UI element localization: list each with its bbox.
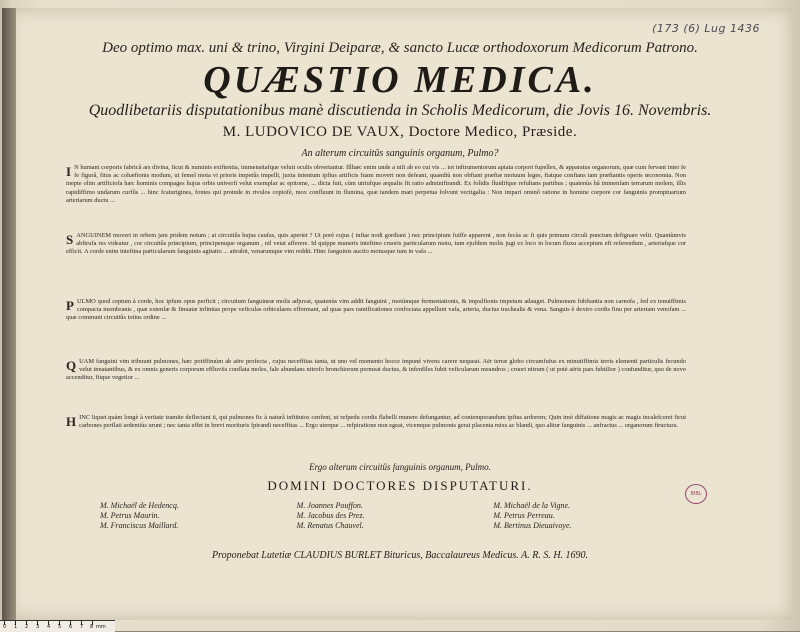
document-title: QUÆSTIO MEDICA. (203, 59, 597, 101)
paragraph-text: ULMO quod ceptum à corde, hoc ipfum opus perficit ; circuitum fanguineæ molis adjuvat, quatenùs vim addit fanguini , motúmque fermentationis, & impulfionis impetum adauget. Pulmonum fubftantia non carnofa , fed ex tenuiffimis compacta membranis , quæ extenfæ & finuatæ infinitas prope veficulas orbiculares efformant, ad quas pars ramificationes confociata appellunt vafa, arteria, ductus trachealis & vena. Sanguis è dextro cordis finu per arteriam venofam ... quæ communi circuitûs totius ordine ... (66, 298, 686, 322)
proponent-line: Proponebat Lutetiæ CLAUDIUS BURLET Bituricus, Baccalaureus Medicus. A. R. S. H. 1690. (211, 550, 589, 561)
doctor-name: M. Joannes Pouffon. (296, 501, 363, 510)
doctor-name: M. Petrus Maurin. (100, 511, 160, 520)
doctors-heading: DOMINI DOCTORES DISPUTATURI. (267, 478, 533, 493)
paragraph-5 (66, 414, 686, 430)
handwritten-annotation: (173 (6) Lug 1436 (652, 22, 760, 35)
doctor-name: M. Petrus Perreau. (493, 511, 555, 520)
ruler-number: 8 (90, 624, 94, 630)
drop-cap: S (66, 232, 74, 247)
paragraph-text: UAM fanguini vim tribuunt pulmones, hæc potiffimùm ab aëre profecta , cujus neceffitas tanta, ut uno vel momento hocce impunè vivens carere nequeat. Aër terræ globo circumfufus ex minutiffimis terris elementi particulis fecundo velut innatantibus, & ex omnis generis corporum effluviis conflata moles, fale abundans nitrofo bronchiorum permeat ductus, & infenfiles fubit veficularum meandros ; cruori nitrum ( ut potè aëris pars fubtilior ) confunditur, quo de novo accenditur, fitque vegetior ... (66, 358, 686, 382)
document-subtitle: Quodlibetariis disputationibus manè discutienda in Scholis Medicorum, die Jovis 16. Novembris. (88, 102, 712, 119)
ruler-number: 0 (3, 624, 7, 630)
paragraph-text: N humani corporis fabricâ ars divina, ficut & numinis exiftentia, immensitafque veluti oculis obvertantur. Illhæc enim unde a nifi ab eo cui vis ... tot inftrumentorum aptata corpori fupellex, & apparatus organorum, quæ cum fervant inter fe fe figurâ, fitus ac cohæfionis modum, ut femel mota vi prioris impetûs impelli, juxta intentum ipfius artificis fuam moveri non defeant, quandiù non obftant præftæ motuum leges, ftatque conftans tam præftantis operis œconomia. Non inepte olim artificiofa hæc hominis compages hujus orbis univerfi velut exemplar ac epitome, ... dicta fuit, cùm utriufque æqualis fit ratio adminiftrandi. Ex folidis fluidifque refultans partibus ; quatenùs hâ immenfam terrarum molem, illis rapidiffimo undarum curfûs ... hinc fcaturigines, fontes qui proinde in rivulos copiofè, mox confluunt in flumina, quæ tandem mari perpetua folvunt vectigalia : Non impari ominô ratione in homine corpore cor fanguinis promptuarium arteriarum ductu ... (66, 164, 686, 204)
paragraph-4 (66, 358, 686, 383)
ruler-number: 5 (58, 624, 62, 630)
measurement-ruler (0, 620, 115, 632)
doctor-name: M. Bertinus Dieuaivoye. (493, 521, 572, 530)
ruler-number: 3 (36, 624, 40, 630)
ruler-unit: mm (96, 624, 106, 630)
president-line: M. LUDOVICO DE VAUX, Doctore Medico, Præside. (222, 124, 578, 140)
library-stamp-icon: BIBL (685, 484, 707, 504)
paragraph-2 (66, 232, 686, 257)
paragraph-text: ANGUINEM moveri in orbem jam pridem notum ; at circuitûs hujus caufas, quis aperiet ? Ut porè cujus ( inftar nodi gordiani ) nec principium fuiffe apparent , non fecùs ac fi quis primum circuli punctum defignare velit. Quantùmvis abftrufa res videatur , cor circuitûs principium, principemque organum , nil vetat afferere. Id quippe muneris inteftino cruoris particularum motu, tum ejufdem molis jugi ex loco in locum fluxu acceptum eft referendum , arteriafque cor efficit. A corde enim inteftina particularum fanguinis agitatio ... attrahit, venarumque vim reddit. Hinc fanguinis auctio motusque tum in vafa ... (66, 232, 686, 256)
ruler-number: 7 (80, 624, 84, 630)
drop-cap: Q (66, 358, 77, 373)
doctor-name: M. Renatus Chauvel. (296, 521, 364, 530)
drop-cap: H (66, 414, 77, 429)
ruler-number: 4 (47, 624, 51, 630)
doctor-name: M. Michaël de la Vigne. (493, 501, 571, 510)
ruler-number: 1 (14, 624, 18, 630)
ruler-number: 6 (69, 624, 73, 630)
ruler-number: 2 (25, 624, 29, 630)
paragraph-1 (66, 164, 686, 205)
doctors-list (100, 501, 690, 530)
doctor-name: M. Michaël de Hedencq. (100, 501, 179, 510)
doctor-name: M. Jacobus des Prez. (296, 511, 365, 520)
drop-cap: I (66, 164, 72, 179)
paragraph-text: INC liquet quàm longè à veritate tramite deflectant ii, qui pulmones fic à naturâ inftitutos cenfent, ut refpedu cordis flabelli munere defungantur, ad contemperandum ipfius ardorem; Quin imò diffatione magis ac magis incalefceret ficut carbones perflati ardentiùs urunt ; nec tanta effet in brevi morituris fpirandi neceffitas ... Ergo uterque ... refpiratione non egeat, vicemque pulmonis gerat placenta mixs ac blandi, quo alitur fanguinis ... anfractus ... organorum ftructura. (79, 414, 686, 430)
paragraph-3 (66, 298, 686, 323)
drop-cap: P (66, 298, 74, 313)
dedication-line: Deo optimo max. uni & trino, Virgini Deiparæ, & sancto Lucæ orthodoxorum Medicorum Patrono. (102, 40, 698, 56)
thesis-question: An alterum circuitûs sanguinis organum, Pulmo? (301, 148, 499, 159)
doctor-name: M. Franciscus Maillard. (100, 521, 179, 530)
conclusion-line: Ergo alterum circuitûs fanguinis organum, Pulmo. (309, 462, 491, 472)
